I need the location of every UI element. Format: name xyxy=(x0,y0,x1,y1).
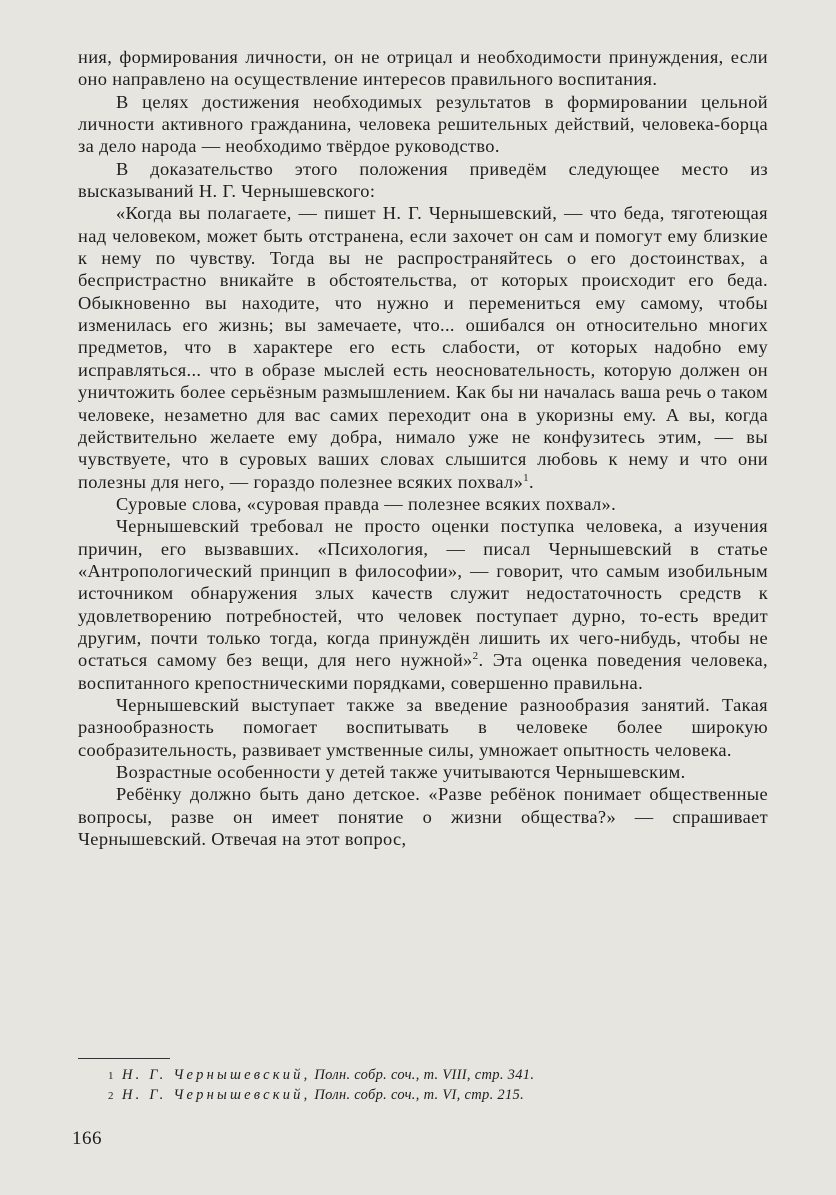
paragraph-7: Чернышевский выступает также за введение разнообразия занятий. Такая разнообразность помогает воспитывать в человеке более широкую сообразительность, развивает умственные силы, умножает опытность человека. xyxy=(78,694,768,760)
footnote-1 xyxy=(108,1066,748,1086)
page-number: 166 xyxy=(72,1128,102,1149)
paragraph-2: В целях достижения необходимых результатов в формировании цельной личности активного гражданина, человека решительных действий, человека-борца за дело народа — необходимо твёрдое руководство. xyxy=(78,91,768,157)
page-body xyxy=(78,46,768,850)
paragraph-6: Чернышевский требовал не просто оценки поступка человека, а изучения причин, его вызвавших. «Психология, — писал Чернышевский в статье «Антропологический принцип в философии», — говорит, что самым изобильным источником обнаружения злых качеств служит недостаточность средств к удовлетворению потребностей, что человек поступает дурно, то-есть вредит другим, почти только тогда, когда принуждён лишить их чего-нибудь, чтобы не остаться самому без вещи, для него нужной»$^2$. Эта оценка поведения человека, воспитанного крепостническими порядками, совершенно правильна. xyxy=(78,516,769,693)
paragraph-9: Ребёнку должно быть дано детское. «Разве ребёнок понимает общественные вопросы, разве он имеет понятие о жизни общества?» — спрашивает Чернышевский. Отвечая на этот вопрос, xyxy=(78,784,768,850)
footnotes xyxy=(108,1066,748,1106)
footnote-divider xyxy=(78,1058,170,1059)
paragraph-3: В доказательство этого положения приведём следующее место из высказываний Н. Г. Чернышевского: xyxy=(78,158,768,202)
paragraph-1: ния, формирования личности, он не отрицал и необходимости принуждения, если оно направлено на осуществление интересов правильного воспитания. xyxy=(78,47,768,90)
footnote-ref-2[interactable]: 2 xyxy=(472,650,479,663)
footnote-source: Полн. собр. соч., т. VIII, стр. 341. xyxy=(310,1067,535,1083)
paragraph-5: Суровые слова, «суровая правда — полезнее всяких похвал». xyxy=(116,493,617,514)
footnote-author: Н. Г. Чернышевский, xyxy=(122,1087,311,1103)
quote-paragraph: «Когда вы полагаете, — пишет Н. Г. Чернышевский, — что беда, тяготеющая над человеком, может быть отстранена, если захочет он сам и помогут ему близкие к нему по чувству. Тогда вы не распространяйтесь о его достоинствах, а беспристрастно вникайте в обстоятельства, от которых происходит его беда. Обыкновенно вы находите, что нужно и перемениться ему самому, чтобы изменилась его жизнь; вы замечаете, что... ошибался он относительно многих предметов, что в характере его есть слабости, от которых надобно ему исправляться... что в образе мыслей есть неосновательность, которую должен он уничтожить более серьёзным размышлением. Как бы ни началась ваша речь о таком человеке, незаметно для вас самих переходит она в укоризны ему. А вы, когда действительно желаете ему добра, нимало уже не конфузитесь этим, — вы чувствуете, что в суровых ваших словах слышится любовь к нему и что они полезны для него, — гораздо полезнее всяких похвал»$^1$. xyxy=(78,203,768,492)
footnote-2 xyxy=(108,1086,748,1106)
footnote-ref-1[interactable]: 1 xyxy=(523,471,529,484)
paragraph-8: Возрастные особенности у детей также учитываются Чернышевским. xyxy=(116,762,686,782)
footnote-number: 2 xyxy=(108,1090,114,1102)
footnote-source: Полн. собр. соч., т. VI, стр. 215. xyxy=(310,1087,524,1103)
footnote-author: Н. Г. Чернышевский, xyxy=(122,1067,311,1083)
footnote-number: 1 xyxy=(108,1070,114,1082)
